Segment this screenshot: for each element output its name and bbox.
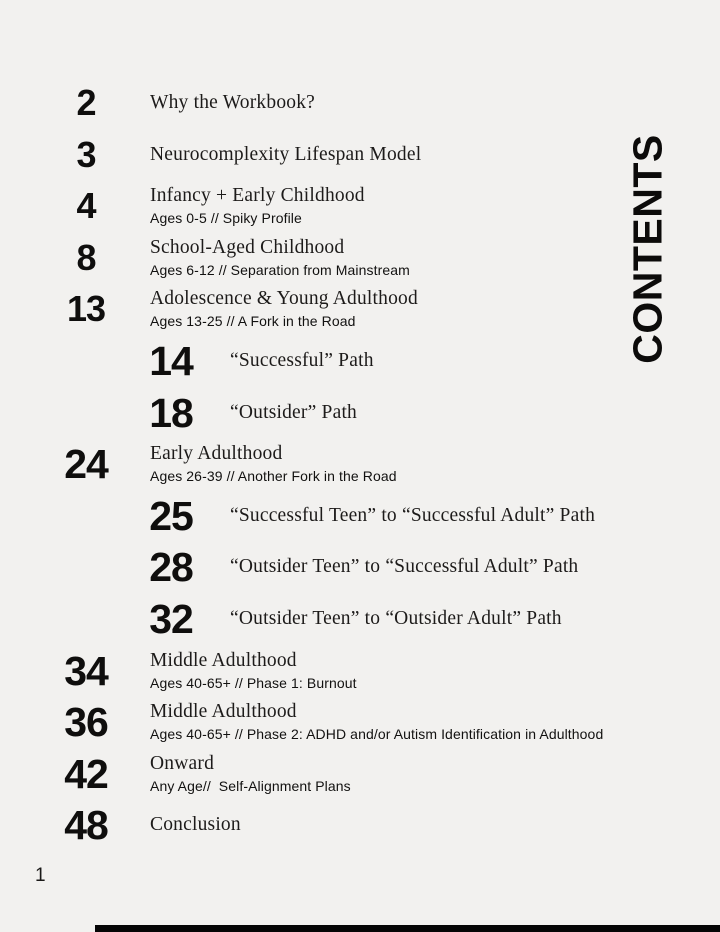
toc-entry-title: “Outsider Teen” to “Successful Adult” Path xyxy=(230,556,579,577)
toc-entry-page-number: 48 xyxy=(64,801,108,848)
toc-entry-text xyxy=(150,143,421,167)
toc-entry-page-number: 3 xyxy=(76,134,96,175)
toc-entry-subtitle: Ages 0-5 // Spiky Profile xyxy=(150,210,302,226)
toc-entry-text xyxy=(230,607,562,631)
toc-entry-title: Middle Adulthood xyxy=(150,650,297,671)
toc-entry-page-number: 13 xyxy=(66,288,106,329)
toc-entry-title: “Successful Teen” to “Successful Adult” Path xyxy=(230,505,596,526)
contents-vertical-label: CONTENTS xyxy=(624,134,671,364)
toc-entry-page-number: 32 xyxy=(149,595,193,642)
toc-entry-text xyxy=(150,91,315,115)
toc-entry-title: Early Adulthood xyxy=(150,443,283,464)
toc-entry-title: Infancy + Early Childhood xyxy=(150,185,365,206)
toc-entry-page-number: 4 xyxy=(76,185,96,226)
toc-entry-title: Adolescence & Young Adulthood xyxy=(150,288,418,309)
toc-entry-page-number: 42 xyxy=(64,750,108,797)
toc-entry-text xyxy=(230,555,578,579)
toc-entry xyxy=(0,434,720,494)
toc-entry-subtitle: Any Age// Self-Alignment Plans xyxy=(150,778,351,794)
toc-entry-title: Why the Workbook? xyxy=(150,92,316,113)
toc-entry-subtitle: Ages 40-65+ // Phase 1: Burnout xyxy=(150,675,357,691)
toc-entry-page-number: 14 xyxy=(149,337,193,384)
toc-entry-page-number: 28 xyxy=(149,543,193,590)
toc-entry-page-number: 18 xyxy=(149,389,193,436)
toc-entry-text xyxy=(150,649,357,693)
toc-entry-page-number: 36 xyxy=(64,698,108,745)
toc-entry-title: School-Aged Childhood xyxy=(150,237,345,258)
toc-entry-title: “Outsider Teen” to “Outsider Adult” Path xyxy=(230,608,562,629)
toc-entry-text xyxy=(230,401,357,425)
toc-entry-page-number: 24 xyxy=(64,440,108,487)
toc-entry-text xyxy=(150,813,241,837)
toc-entry-title: “Outsider” Path xyxy=(230,402,358,423)
toc-entry xyxy=(0,176,720,236)
toc-entry-text xyxy=(230,504,595,528)
toc-entry-text xyxy=(150,236,410,280)
toc-entry-page-number: 8 xyxy=(76,237,96,278)
toc-entry-text xyxy=(230,349,374,373)
toc-entry-subtitle: Ages 40-65+ // Phase 2: ADHD and/or Autism Identification in Adulthood xyxy=(150,726,604,742)
toc-entry-page-number: 2 xyxy=(76,82,96,123)
toc-entry-subtitle: Ages 6-12 // Separation from Mainstream xyxy=(150,262,410,278)
page-number: 1 xyxy=(35,865,46,886)
toc-entry-page-number: 34 xyxy=(64,647,108,694)
toc-entry-text xyxy=(150,442,397,486)
toc-entry-subtitle: Ages 26-39 // Another Fork in the Road xyxy=(150,468,397,484)
toc-entry-title: Onward xyxy=(150,753,215,774)
toc-entry-title: “Successful” Path xyxy=(230,350,374,371)
toc-entry-text xyxy=(150,700,603,744)
toc-entry-text xyxy=(150,752,351,796)
toc-entry-title: Conclusion xyxy=(150,814,241,835)
footer-bar xyxy=(95,925,720,932)
toc-entry xyxy=(0,589,720,649)
toc-entry xyxy=(0,537,720,597)
toc-entry xyxy=(0,73,720,133)
toc-entry xyxy=(0,692,720,752)
toc-entry-title: Neurocomplexity Lifespan Model xyxy=(150,144,422,165)
toc-entry-title: Middle Adulthood xyxy=(150,701,297,722)
toc-entry xyxy=(0,279,720,339)
toc-entry-page-number: 25 xyxy=(149,492,193,539)
toc-entry xyxy=(0,331,720,391)
toc-entry-text xyxy=(150,287,418,331)
toc-entry xyxy=(0,795,720,855)
toc-entry-subtitle: Ages 13-25 // A Fork in the Road xyxy=(150,313,356,329)
toc-entry-text xyxy=(150,184,365,228)
